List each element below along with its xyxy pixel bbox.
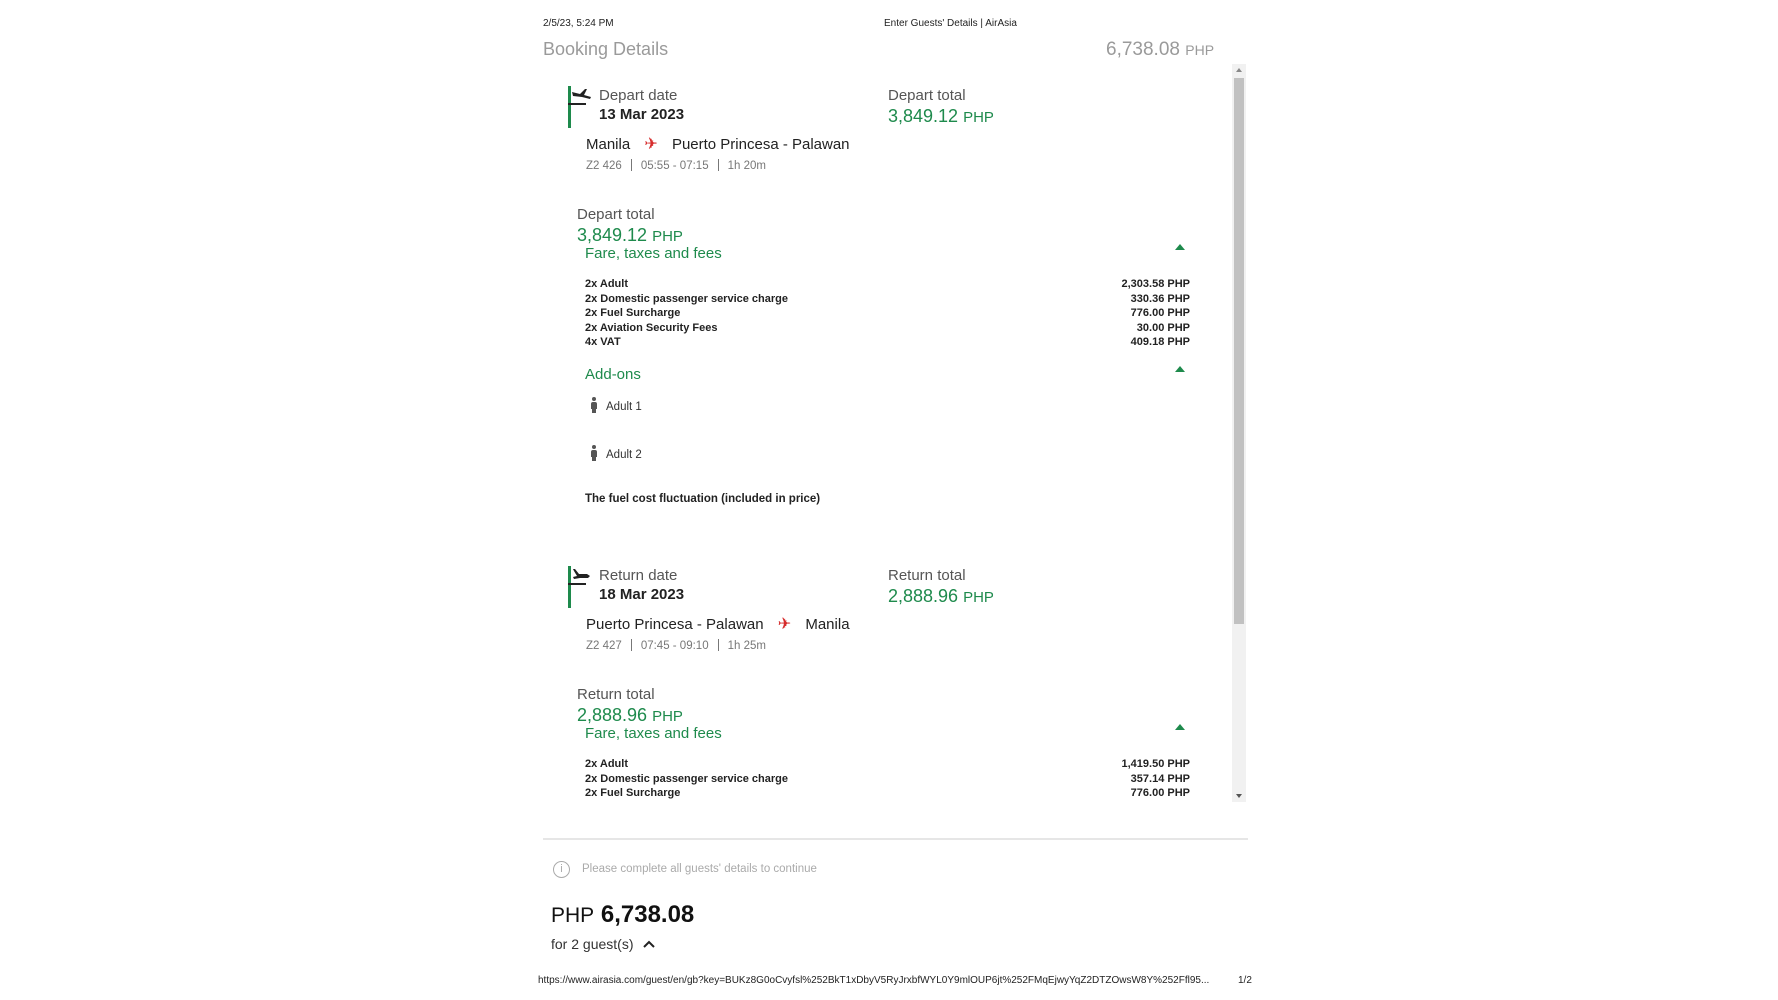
- guest-label: Adult 2: [606, 449, 642, 461]
- depart-breakdown-total-amount: 3,849.12: [577, 225, 648, 245]
- depart-date: 13 Mar 2023: [599, 106, 685, 123]
- fee-row: [585, 322, 1190, 337]
- depart-breakdown-total-label: Depart total: [577, 206, 655, 223]
- guest-details-notice: Please complete all guests' details to continue: [582, 863, 817, 875]
- fee-name: 2x Domestic passenger service charge: [585, 292, 789, 305]
- footer-total-currency: PHP: [551, 904, 595, 927]
- depart-addons-collapse-icon[interactable]: [1175, 366, 1185, 372]
- depart-breakdown-total-currency: PHP: [652, 228, 683, 245]
- fee-row: [585, 293, 1190, 308]
- print-page-title: Enter Guests' Details | AirAsia: [884, 18, 1017, 29]
- scrollbar-thumb[interactable]: [1234, 78, 1244, 624]
- fee-amount: 2,303.58 PHP: [1121, 278, 1190, 290]
- booking-total-amount: 6,738.08: [1106, 39, 1180, 60]
- depart-total: [888, 106, 994, 127]
- guest-count-text: for 2 guest(s): [551, 936, 634, 952]
- print-datetime: 2/5/23, 5:24 PM: [543, 18, 614, 29]
- fee-name: 2x Fuel Surcharge: [585, 787, 681, 799]
- depart-route: [586, 134, 850, 154]
- depart-fees-list: [585, 278, 1190, 353]
- print-page-number: 1/2: [1238, 975, 1252, 986]
- return-total: [888, 586, 994, 607]
- fee-amount: 776.00 PHP: [1130, 307, 1190, 319]
- footer-total: [551, 901, 694, 929]
- depart-origin: Manila: [586, 136, 631, 153]
- airplane-icon: ✈: [777, 616, 792, 633]
- fee-name: 2x Aviation Security Fees: [585, 321, 718, 334]
- return-flight-time: 07:45 - 09:10: [640, 640, 709, 652]
- depart-destination: Puerto Princesa - Palawan: [671, 136, 850, 153]
- depart-addons-toggle[interactable]: Add-ons: [585, 366, 641, 383]
- return-breakdown-total-label: Return total: [577, 686, 655, 703]
- depart-flight-info: [586, 159, 766, 172]
- return-total-label: Return total: [888, 567, 966, 584]
- fee-amount: 409.18 PHP: [1130, 336, 1190, 348]
- depart-date-label: Depart date: [599, 87, 678, 104]
- depart-flight-duration: 1h 20m: [727, 160, 766, 172]
- guest-count-toggle[interactable]: [551, 936, 655, 952]
- fuel-cost-note: The fuel cost fluctuation (included in price): [585, 493, 821, 505]
- depart-total-label: Depart total: [888, 87, 966, 104]
- person-icon: [590, 445, 598, 461]
- return-flag-icon: [566, 566, 594, 608]
- print-url: https://www.airasia.com/guest/en/gb?key=BUKz8G0oCvyfsl%252BkT1xDbyV5RyJrxbfWYL0Y9mlOUP6jt%252FMqEjwyYqZ2DTZOwsW8Y%252Ffl95...: [538, 975, 1210, 986]
- fee-row: [585, 787, 1190, 802]
- return-fees-collapse-icon[interactable]: [1175, 724, 1185, 730]
- fee-amount: 30.00 PHP: [1136, 321, 1190, 334]
- return-fees-list: [585, 758, 1190, 802]
- info-icon: i: [553, 861, 570, 878]
- return-destination: Manila: [805, 616, 850, 633]
- depart-fees-collapse-icon[interactable]: [1175, 244, 1185, 250]
- scrollbar[interactable]: [1232, 64, 1246, 802]
- return-breakdown-total-amount: 2,888.96: [577, 705, 648, 725]
- chevron-up-icon: [643, 940, 655, 948]
- guest-adult-2: [590, 445, 642, 461]
- footer-divider: [543, 838, 1248, 840]
- fee-name: 4x VAT: [585, 336, 621, 348]
- return-total-amount: 2,888.96: [888, 586, 959, 606]
- scroll-down-arrow[interactable]: [1236, 794, 1242, 798]
- return-date-label: Return date: [599, 567, 678, 584]
- return-flight-number: Z2 427: [586, 640, 622, 652]
- depart-flight-time: 05:55 - 07:15: [640, 160, 709, 172]
- footer-total-amount: 6,738.08: [600, 901, 695, 928]
- return-breakdown-total-currency: PHP: [652, 708, 683, 725]
- booking-title: Booking Details: [543, 39, 669, 59]
- airplane-icon: ✈: [644, 136, 658, 153]
- fee-name: 2x Adult: [585, 758, 628, 770]
- person-icon: [590, 397, 598, 413]
- fee-amount: 1,419.50 PHP: [1121, 758, 1190, 770]
- fee-amount: 357.14 PHP: [1130, 772, 1190, 785]
- return-fees-toggle[interactable]: Fare, taxes and fees: [585, 725, 722, 742]
- guest-adult-1: [590, 397, 642, 413]
- fee-row: [585, 773, 1190, 788]
- return-date: 18 Mar 2023: [599, 586, 685, 603]
- fee-row: [585, 307, 1190, 322]
- depart-fees-toggle[interactable]: Fare, taxes and fees: [585, 245, 722, 262]
- fee-row: [585, 278, 1190, 293]
- depart-total-amount: 3,849.12: [888, 106, 959, 126]
- return-flight-duration: 1h 25m: [727, 640, 766, 652]
- booking-total: [1106, 39, 1214, 61]
- return-breakdown-total: [577, 705, 683, 726]
- depart-total-currency: PHP: [963, 109, 994, 126]
- fee-name: 2x Fuel Surcharge: [585, 307, 681, 319]
- fee-name: 2x Adult: [585, 278, 628, 290]
- fee-row: [585, 758, 1190, 773]
- booking-scroll-pane[interactable]: [543, 64, 1230, 802]
- depart-breakdown-total: [577, 225, 683, 246]
- booking-total-currency: PHP: [1185, 42, 1215, 58]
- fee-row: [585, 336, 1190, 351]
- scroll-up-arrow[interactable]: [1236, 68, 1242, 72]
- fee-amount: 776.00 PHP: [1130, 787, 1190, 799]
- guest-label: Adult 1: [606, 401, 642, 413]
- depart-flag-icon: [566, 86, 594, 128]
- return-route: [586, 614, 850, 634]
- return-origin: Puerto Princesa - Palawan: [586, 616, 764, 633]
- fee-amount: 330.36 PHP: [1130, 292, 1190, 305]
- depart-flight-number: Z2 426: [586, 160, 622, 172]
- return-flight-info: [586, 639, 766, 652]
- return-total-currency: PHP: [963, 589, 994, 606]
- fee-name: 2x Domestic passenger service charge: [585, 772, 789, 785]
